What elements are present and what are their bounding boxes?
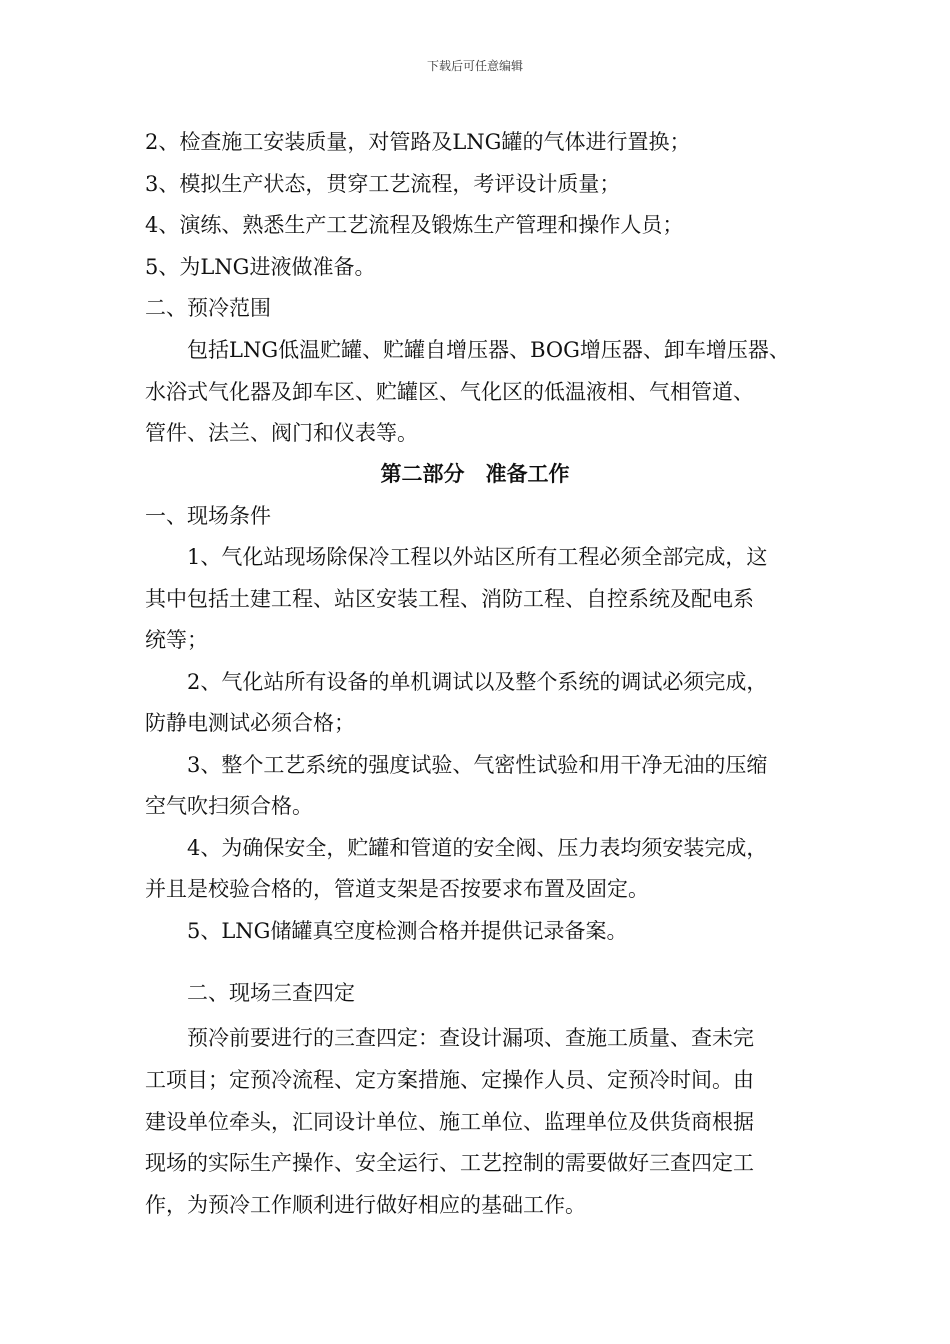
condition-1-line-2: 其中包括土建工程、站区安装工程、消防工程、自控系统及配电系	[145, 587, 754, 611]
condition-3-line-2: 空气吹扫须合格。	[145, 794, 313, 818]
condition-1-line-1: 1、气化站现场除保冷工程以外站区所有工程必须全部完成，这	[187, 545, 768, 569]
condition-3-line-1: 3、整个工艺系统的强度试验、气密性试验和用干净无油的压缩	[187, 753, 768, 777]
checks-paragraph-line-5: 作，为预冷工作顺利进行做好相应的基础工作。	[145, 1193, 586, 1217]
part-two-title: 第二部分 准备工作	[380, 461, 570, 486]
checks-paragraph-line-4: 现场的实际生产操作、安全运行、工艺控制的需要做好三查四定工	[145, 1151, 754, 1175]
checks-paragraph-line-3: 建设单位牵头，汇同设计单位、施工单位、监理单位及供货商根据	[145, 1110, 754, 1134]
condition-5-line-1: 5、LNG储罐真空度检测合格并提供记录备案。	[187, 919, 628, 943]
purpose-item-3: 3、模拟生产状态，贯穿工艺流程，考评设计质量；	[145, 172, 621, 196]
condition-2-line-2: 防静电测试必须合格；	[145, 711, 355, 735]
condition-1-line-3: 统等；	[145, 628, 208, 652]
purpose-item-4: 4、演练、熟悉生产工艺流程及锻炼生产管理和操作人员；	[145, 213, 684, 237]
condition-4-line-1: 4、为确保安全，贮罐和管道的安全阀、压力表均须安装完成，	[187, 836, 768, 860]
condition-2-line-1: 2、气化站所有设备的单机调试以及整个系统的调试必须完成，	[187, 670, 768, 694]
scope-paragraph-line-2: 水浴式气化器及卸车区、贮罐区、气化区的低温液相、气相管道、	[145, 380, 754, 404]
purpose-item-2: 2、检查施工安装质量，对管路及LNG罐的气体进行置换；	[145, 130, 691, 154]
checks-paragraph-line-1: 预冷前要进行的三查四定：查设计漏项、查施工质量、查未完	[187, 1026, 754, 1050]
section-heading-site-conditions: 一、现场条件	[145, 504, 271, 528]
condition-4-line-2: 并且是校验合格的，管道支架是否按要求布置及固定。	[145, 877, 649, 901]
checks-paragraph-line-2: 工项目；定预冷流程、定方案措施、定操作人员、定预冷时间。由	[145, 1068, 754, 1092]
section-heading-precool-scope: 二、预冷范围	[145, 296, 271, 320]
scope-paragraph-line-3: 管件、法兰、阀门和仪表等。	[145, 421, 418, 445]
scope-paragraph-line-1: 包括LNG低温贮罐、贮罐自增压器、BOG增压器、卸车增压器、	[187, 338, 790, 362]
purpose-item-5: 5、为LNG进液做准备。	[145, 255, 376, 279]
page-header: 下载后可任意编辑	[426, 59, 523, 73]
section-heading-three-checks-four-settings: 二、现场三查四定	[187, 981, 355, 1005]
